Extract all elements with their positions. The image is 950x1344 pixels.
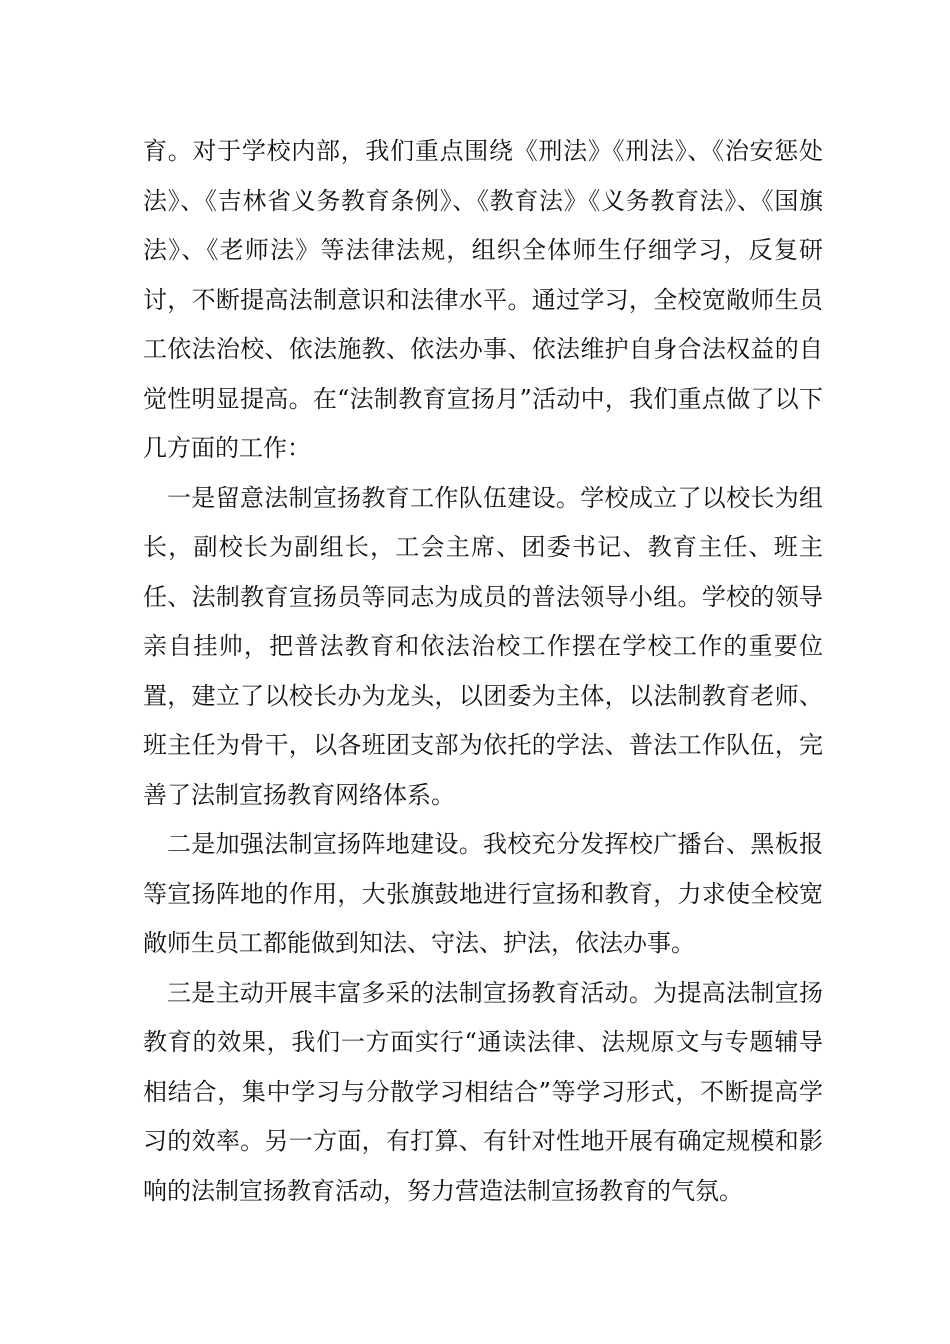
document-page [143,127,823,1216]
paragraph-team-building: 一是留意法制宣扬教育工作队伍建设。学校成立了以校长为组长，副校长为副组长，工会主席、团委书记、教育主任、班主任、法制教育宣扬员等同志为成员的普法领导小组。学校的领导亲自挂帅，把普法教育和依法治校工作摆在学校工作的重要位置，建立了以校长办为龙头，以团委为主体，以法制教育老师、班主任为骨干，以各班团支部为依托的学法、普法工作队伍，完善了法制宣扬教育网络体系。 [143,483,823,809]
paragraph-activities: 三是主动开展丰富多采的法制宣扬教育活动。为提高法制宣扬教育的效果，我们一方面实行“通读法律、法规原文与专题辅导相结合，集中学习与分散学习相结合”等学习形式，不断提高学习的效率。另一方面，有打算、有针对性地开展有确定规模和影响的法制宣扬教育活动，努力营造法制宣扬教育的气氛。 [143,978,823,1205]
paragraph-continuation: 育。对于学校内部，我们重点围绕《刑法》《刑法》、《治安惩处法》、《吉林省义务教育条例》、《教育法》《义务教育法》、《国旗法》、《老师法》等法律法规，组织全体师生仔细学习，反复研讨，不断提高法制意识和法律水平。通过学习，全校宽敞师生员工依法治校、依法施教、依法办事、依法维护自身合法权益的自觉性明显提高。在“法制教育宣扬月”活动中，我们重点做了以下几方面的工作： [143,137,823,462]
paragraph-position-building: 二是加强法制宣扬阵地建设。我校充分发挥校广播台、黑板报等宣扬阵地的作用，大张旗鼓地进行宣扬和教育，力求使全校宽敞师生员工都能做到知法、守法、护法，依法办事。 [143,830,823,957]
